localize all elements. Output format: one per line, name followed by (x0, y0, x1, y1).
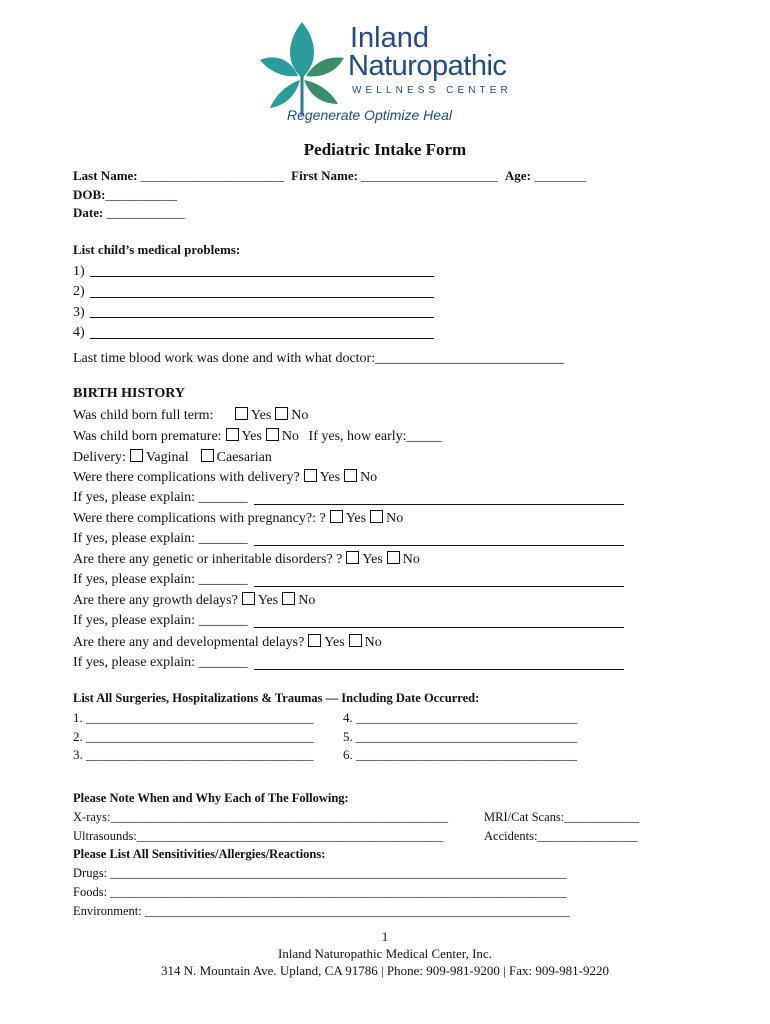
foods-field[interactable]: Foods: _________________________________________________________________________ (73, 885, 567, 899)
medical-problem-label: 4) (73, 325, 85, 340)
pregnancy-complications-yes-checkbox[interactable] (330, 510, 343, 523)
tagline: Regenerate Optimize Heal (287, 107, 452, 123)
patient-name-row (73, 168, 586, 184)
medical-problem-line[interactable] (90, 317, 434, 318)
full-term-no-checkbox[interactable] (275, 407, 288, 420)
yes-label: Yes (324, 635, 345, 650)
page-number: 1 (381, 929, 389, 944)
xrays-field[interactable]: X-rays:______________________________________________________ (73, 810, 448, 824)
leaf-logo-icon (258, 20, 348, 120)
footer-organization: Inland Naturopathic Medical Center, Inc. (278, 946, 492, 961)
explain-line[interactable] (254, 504, 624, 505)
genetic-disorders-no-checkbox[interactable] (387, 551, 400, 564)
medical-problems-heading: List child’s medical problems: (73, 242, 241, 257)
no-label: No (402, 552, 420, 567)
medical-problem-line[interactable] (90, 338, 434, 339)
dob-field[interactable]: ___________ (105, 187, 177, 202)
surgery-field[interactable]: 2. ___________________________________ (73, 729, 314, 744)
brand-name-line1: Inland (350, 22, 430, 54)
no-label: No (386, 511, 404, 526)
premature-no-checkbox[interactable] (266, 428, 279, 441)
medical-problem-label: 1) (73, 264, 85, 279)
first-name-field[interactable]: _____________________ (361, 168, 498, 183)
growth-delays-yes-checkbox[interactable] (242, 592, 255, 605)
explain-label: If yes, please explain: _______ (73, 572, 248, 587)
dob-row (73, 187, 177, 203)
growth-delays-question: Are there any growth delays? (73, 593, 238, 608)
delivery-complications-question: Were there complications with delivery? (73, 470, 300, 485)
genetic-disorders-question: Are there any genetic or inheritable disorders? ? (73, 552, 343, 567)
mri-field[interactable]: MRI/Cat Scans:____________ (484, 810, 640, 824)
delivery-label: Delivery: (73, 450, 126, 465)
premature-yes-checkbox[interactable] (226, 428, 239, 441)
no-label: No (281, 429, 300, 444)
explain-label: If yes, please explain: _______ (73, 655, 248, 670)
drugs-field[interactable]: Drugs: _________________________________________________________________________ (73, 866, 567, 880)
pregnancy-complications-no-checkbox[interactable] (370, 510, 383, 523)
full-term-yes-checkbox[interactable] (235, 407, 248, 420)
full-term-question: Was child born full term: (73, 408, 214, 423)
brand-subtitle: WELLNESS CENTER (352, 85, 512, 96)
caesarian-label: Caesarian (216, 450, 272, 465)
surgery-field[interactable]: 5. __________________________________ (343, 729, 577, 744)
yes-label: Yes (257, 593, 279, 608)
delivery-complications-yes-checkbox[interactable] (304, 469, 317, 482)
yes-label: Yes (250, 408, 272, 423)
first-name-label: First Name: (291, 168, 358, 183)
no-label: No (364, 635, 382, 650)
no-label: No (291, 408, 309, 423)
brand-name-line2: Naturopathic (348, 50, 507, 82)
date-field[interactable]: ____________ (106, 205, 185, 220)
genetic-disorders-yes-checkbox[interactable] (346, 551, 359, 564)
medical-problem-line[interactable] (90, 276, 434, 277)
birth-history-heading: BIRTH HISTORY (73, 386, 185, 401)
dob-label: DOB: (73, 187, 106, 202)
explain-label: If yes, please explain: _______ (73, 531, 248, 546)
delivery-complications-no-checkbox[interactable] (344, 469, 357, 482)
medical-problem-label: 2) (73, 284, 85, 299)
explain-label: If yes, please explain: _______ (73, 613, 248, 628)
footer-address: 314 N. Mountain Ave. Upland, CA 91786 | Phone: 909-981-9200 | Fax: 909-981-9220 (160, 963, 610, 978)
medical-problem-line[interactable] (90, 297, 434, 298)
last-name-label: Last Name: (73, 168, 138, 183)
age-field[interactable]: ________ (534, 168, 587, 183)
surgery-field[interactable]: 4. __________________________________ (343, 710, 577, 725)
developmental-delays-question: Are there any and developmental delays? (73, 635, 305, 650)
no-label: No (360, 470, 378, 485)
growth-delays-row (73, 592, 315, 609)
surgeries-heading: List All Surgeries, Hospitalizations & Traumas — Including Date Occurred: (73, 691, 480, 705)
growth-delays-no-checkbox[interactable] (282, 592, 295, 605)
caesarian-checkbox[interactable] (201, 449, 214, 462)
explain-line[interactable] (254, 627, 624, 628)
delivery-row (73, 449, 272, 466)
pregnancy-complications-question: Were there complications with pregnancy?: ? (73, 511, 326, 526)
full-term-row (73, 407, 308, 424)
last-name-field[interactable]: ______________________ (140, 168, 284, 183)
age-label: Age: (504, 168, 531, 183)
genetic-disorders-row (73, 551, 420, 568)
explain-line[interactable] (254, 545, 624, 546)
no-label: No (298, 593, 316, 608)
notes-heading: Please Note When and Why Each of The Following: (73, 791, 349, 805)
allergies-heading: Please List All Sensitivities/Allergies/Reactions: (73, 847, 326, 861)
yes-label: Yes (362, 552, 383, 567)
vaginal-label: Vaginal (145, 450, 189, 465)
date-label: Date: (73, 205, 104, 220)
vaginal-checkbox[interactable] (130, 449, 143, 462)
yes-label: Yes (241, 429, 262, 444)
explain-label: If yes, please explain: _______ (73, 490, 248, 505)
environment-field[interactable]: Environment: ____________________________________________________________________ (73, 904, 570, 918)
blood-work-question[interactable]: Last time blood work was done and with what doctor:___________________________ (73, 351, 565, 366)
surgery-field[interactable]: 1. ___________________________________ (73, 710, 314, 725)
medical-problem-label: 3) (73, 305, 85, 320)
explain-line[interactable] (254, 669, 624, 670)
ultrasounds-field[interactable]: Ultrasounds:_________________________________________________ (73, 829, 444, 843)
how-early-field[interactable]: If yes, how early:_____ (308, 429, 442, 444)
premature-row (73, 428, 442, 445)
pregnancy-complications-row (73, 510, 403, 527)
date-row (73, 205, 185, 221)
surgery-field[interactable]: 3. ___________________________________ (73, 747, 314, 762)
developmental-delays-yes-checkbox[interactable] (308, 634, 321, 647)
accidents-field[interactable]: Accidents:________________ (484, 829, 638, 843)
premature-question: Was child born premature: (73, 429, 222, 444)
developmental-delays-no-checkbox[interactable] (349, 634, 362, 647)
explain-line[interactable] (254, 586, 624, 587)
surgery-field[interactable]: 6. __________________________________ (343, 747, 577, 762)
developmental-delays-row (73, 634, 382, 651)
delivery-complications-row (73, 469, 377, 486)
yes-label: Yes (345, 511, 367, 526)
page-title: Pediatric Intake Form (303, 140, 467, 159)
yes-label: Yes (319, 470, 341, 485)
